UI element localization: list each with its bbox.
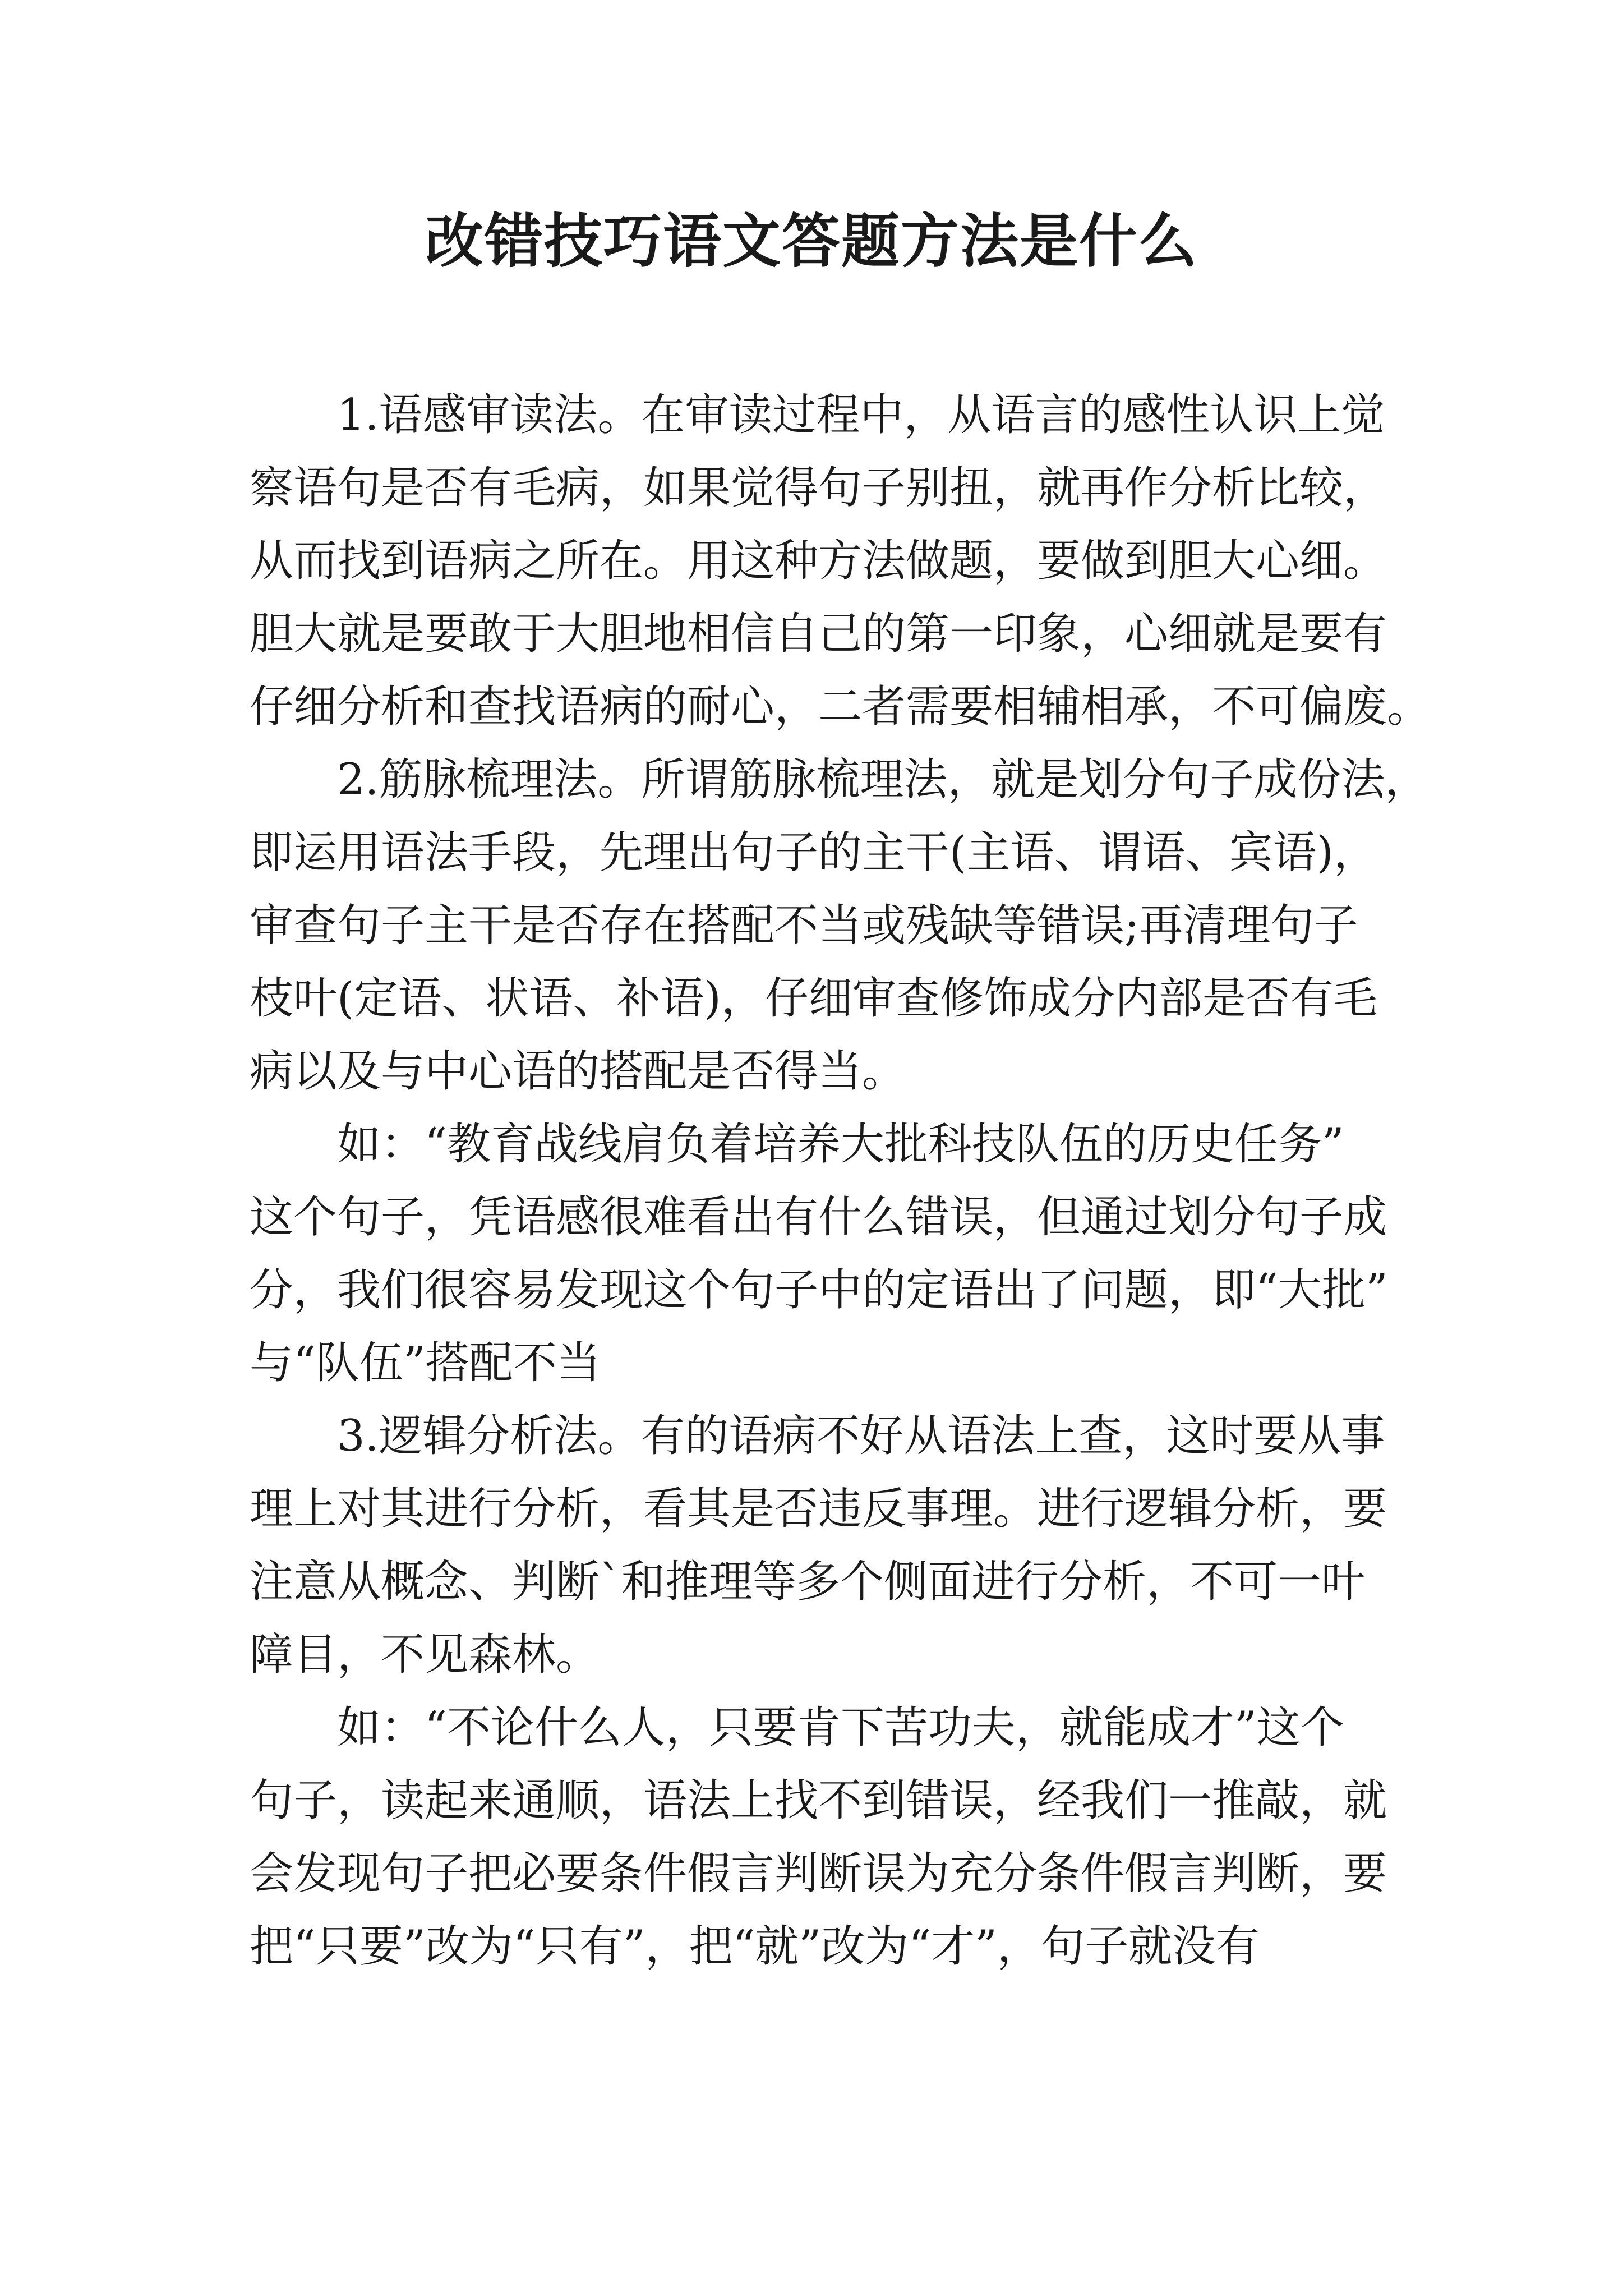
paragraph-line: 胆大就是要敢于大胆地相信自己的第一印象，心细就是要有 — [250, 609, 1387, 659]
paragraph-line: 病以及与中心语的搭配是否得当。 — [250, 1046, 906, 1097]
paragraph-2 — [250, 743, 1429, 1108]
paragraph-line: 分，我们很容易发现这个句子中的定语出了问题，即“大批” — [250, 1265, 1388, 1315]
paragraph-line: 1.语感审读法。在审读过程中，从语言的感性认识上觉 — [337, 390, 1385, 440]
paragraph-line: 即运用语法手段，先理出句子的主干(主语、谓语、宾语)， — [250, 827, 1377, 878]
document-title: 改错技巧语文答题方法是什么 — [425, 206, 1198, 275]
paragraph-line: 审查句子主干是否存在搭配不当或残缺等错误;再清理句子 — [250, 900, 1358, 951]
paragraph-line: 与“队伍”搭配不当 — [250, 1338, 601, 1388]
paragraph-1 — [250, 379, 1431, 743]
paragraph-line: 2.筋脉梳理法。所谓筋脉梳理法，就是划分句子成份法， — [337, 754, 1429, 805]
paragraph-line: 如：“不论什么人，只要肯下苦功夫，就能成才”这个 — [337, 1703, 1344, 1753]
paragraph-4 — [250, 1400, 1387, 1691]
paragraph-line: 把“只要”改为“只有”，把“就”改为“才”，句子就没有 — [250, 1921, 1260, 1972]
paragraph-line: 枝叶(定语、状语、补语)，仔细审查修饰成分内部是否有毛 — [250, 973, 1377, 1024]
paragraph-line: 注意从概念、判断`和推理等多个侧面进行分析，不可一叶 — [250, 1557, 1366, 1607]
paragraph-line: 3.逻辑分析法。有的语病不好从语法上查，这时要从事 — [337, 1411, 1385, 1461]
paragraph-line: 会发现句子把必要条件假言判断误为充分条件假言判断，要 — [250, 1848, 1387, 1899]
paragraph-line: 这个句子，凭语感很难看出有什么错误，但通过划分句子成 — [250, 1192, 1387, 1243]
paragraph-line: 理上对其进行分析，看其是否违反事理。进行逻辑分析，要 — [250, 1484, 1387, 1534]
paragraph-line: 句子，读起来通顺，语法上找不到错误，经我们一推敲，就 — [250, 1775, 1387, 1826]
paragraph-line: 障目，不见森林。 — [250, 1630, 600, 1680]
paragraph-3 — [250, 1108, 1388, 1400]
paragraph-line: 从而找到语病之所在。用这种方法做题，要做到胆大心细。 — [250, 536, 1387, 586]
paragraph-line: 仔细分析和查找语病的耐心，二者需要相辅相承，不可偏废。 — [250, 682, 1431, 732]
paragraph-line: 察语句是否有毛病，如果觉得句子别扭，就再作分析比较， — [250, 463, 1387, 513]
paragraph-5 — [250, 1691, 1387, 1983]
document-body — [250, 379, 1431, 1983]
paragraph-line: 如：“教育战线肩负着培养大批科技队伍的历史任务” — [337, 1119, 1344, 1170]
